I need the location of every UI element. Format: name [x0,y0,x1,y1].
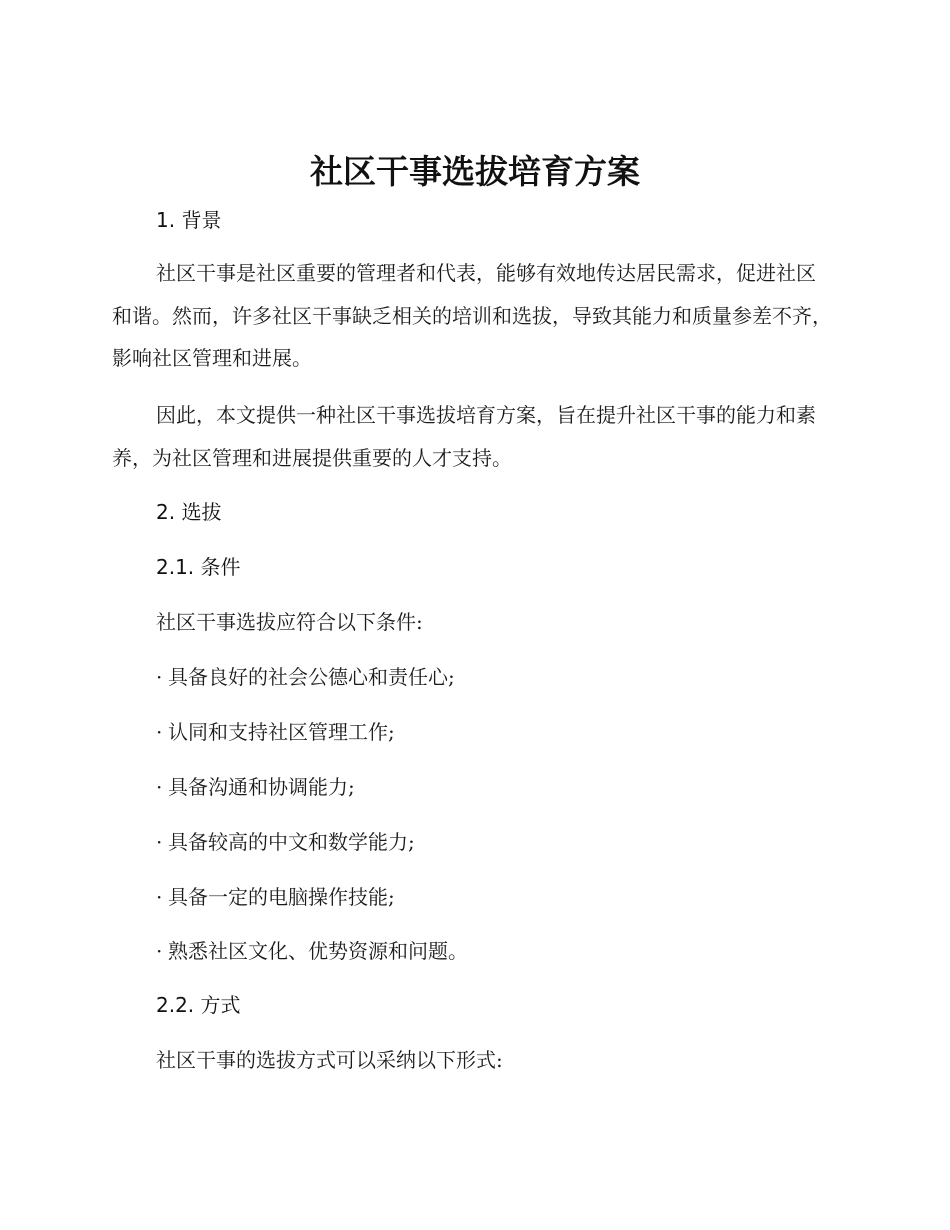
subsection-heading-methods: 2.2. 方式 [156,993,241,1017]
section-heading-background: 1. 背景 [156,208,222,232]
condition-text: 熟悉社区文化、优势资源和问题。 [168,939,468,963]
bullet-marker: · [156,939,163,963]
bullet-marker: · [156,720,163,744]
bullet-marker: · [156,665,163,689]
conditions-intro: 社区干事选拔应符合以下条件: [156,610,423,634]
section-heading-selection: 2. 选拔 [156,500,222,524]
condition-text: 具备沟通和协调能力; [168,775,355,799]
methods-intro: 社区干事的选拔方式可以采纳以下形式: [156,1048,503,1072]
document-title: 社区干事选拔培育方案 [310,152,640,191]
condition-text: 具备一定的电脑操作技能; [168,885,395,909]
subsection-heading-conditions: 2.1. 条件 [156,555,241,579]
bullet-marker: · [156,775,163,799]
condition-text: 认同和支持社区管理工作; [168,720,395,744]
condition-text: 具备良好的社会公德心和责任心; [168,665,455,689]
bullet-marker: · [156,885,163,909]
condition-item [156,719,395,745]
condition-item [156,884,395,910]
background-paragraph-2: 因此，本文提供一种社区干事选拔培育方案，旨在提升社区干事的能力和素养，为社区管理和进展提供重要的人才支持。 [112,403,816,470]
condition-item [156,774,355,800]
bullet-marker: · [156,830,163,854]
background-paragraph-1: 社区干事是社区重要的管理者和代表，能够有效地传达居民需求，促进社区和谐。然而，许多社区干事缺乏相关的培训和选拔，导致其能力和质量参差不齐，影响社区管理和进展。 [112,261,832,370]
condition-text: 具备较高的中文和数学能力; [168,830,415,854]
condition-item [156,938,468,964]
condition-item [156,829,415,855]
condition-item [156,664,455,690]
